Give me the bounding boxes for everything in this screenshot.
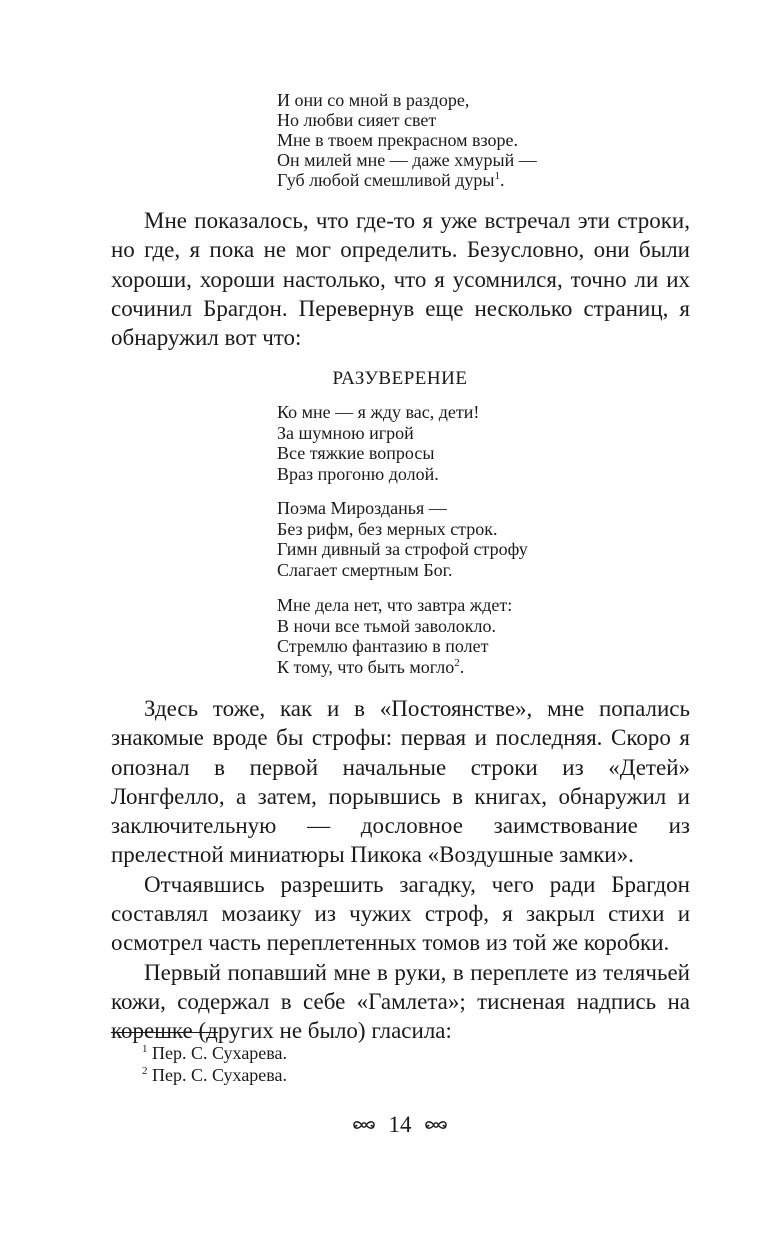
prose-block-2 [111, 694, 690, 1046]
footnote-text: Пер. С. Сухарева. [147, 1065, 288, 1085]
prose-block-1 [111, 206, 690, 352]
footnote-reference[interactable]: 2 [454, 656, 460, 669]
verse-top [277, 90, 537, 190]
paragraph: Отчаявшись разрешить загадку, чего ради Брагдон составлял мозаику из чужих строф, я закрыл стихи и осмотрел часть переплетенных томов из той же коробки. [111, 871, 690, 956]
footnote-text: Пер. С. Сухарева. [147, 1043, 288, 1063]
verse-line: И они со мной в раздоре, [277, 90, 470, 110]
footnote-mark: 1 [142, 1043, 148, 1055]
poem-line: Все тяжкие вопросы [277, 443, 435, 463]
poem-line: Ко мне — я жду вас, дети! [277, 402, 480, 422]
verse-line: Мне в твоем прекрасном взоре. [277, 130, 518, 150]
right-ornament-icon [423, 1117, 449, 1133]
page-folio [0, 1112, 768, 1138]
poem-line: Стремлю фантазию в полет [277, 636, 489, 656]
poem-stanza-2 [277, 498, 528, 580]
poem-stanza-3 [277, 595, 512, 677]
poem-line: Враз прогоню долой. [277, 463, 439, 484]
poem-stanza-1 [277, 402, 479, 484]
poem-line: Слагает смертным Бог. [277, 559, 453, 580]
poem-line: За шумною игрой [277, 422, 414, 443]
footnote-reference[interactable]: 1 [494, 170, 500, 182]
poem-line: Мне дела нет, что завтра ждет: [277, 595, 513, 615]
verse-line: Он милей мне — даже хмурый — [277, 150, 537, 170]
paragraph: Первый попавший мне в руки, в переплете из телячьей кожи, содержал в себе «Гамлета»; тисненая надпись на корешке (других не было) гласила: [111, 959, 690, 1044]
left-ornament-icon [351, 1117, 377, 1133]
footnotes [142, 1042, 287, 1086]
poem-line-text: К тому, что быть могло [277, 656, 455, 677]
poem-line: В ночи все тьмой заволокло. [277, 615, 496, 636]
poem-line: Поэма Мирозданья — [277, 498, 447, 518]
paragraph: Здесь тоже, как и в «Постоянстве», мне попались знакомые вроде бы строфы: первая и последняя. Скоро я опознал в первой начальные строки из «Детей» Лонгфелло, а затем, порывшись в книгах, обнаружил и заключительную — дословное заимствование из прелестной миниатюры Пикока «Воздушные замки». [111, 696, 690, 868]
paragraph: Мне показалось, что где-то я уже встречал эти строки, но где, я пока не мог определить. Безусловно, они были хороши, хороши настолько, что я усомнился, точно ли их сочинил Брагдон. Перевернув еще несколько страниц, я обнаружил вот что: [111, 208, 690, 351]
footnote-item [142, 1064, 287, 1086]
page-number: 14 [388, 1112, 412, 1137]
verse-line-last: Губ любой смешливой дуры$^1$. [277, 170, 505, 190]
verse-line-text: Губ любой смешливой дуры [277, 170, 495, 190]
poem-title: РАЗУВЕРЕНИЕ [332, 368, 468, 389]
footnote-divider [111, 1032, 218, 1033]
verse-line: Но любви сияет свет [277, 110, 437, 130]
footnote-mark: 2 [142, 1065, 148, 1077]
poem-line: Гимн дивный за строфой строфу [277, 539, 528, 559]
poem-line: Без рифм, без мерных строк. [277, 518, 498, 539]
poem-line-last: К тому, что быть могло$^2$. [277, 656, 465, 677]
footnote-item [142, 1042, 287, 1064]
